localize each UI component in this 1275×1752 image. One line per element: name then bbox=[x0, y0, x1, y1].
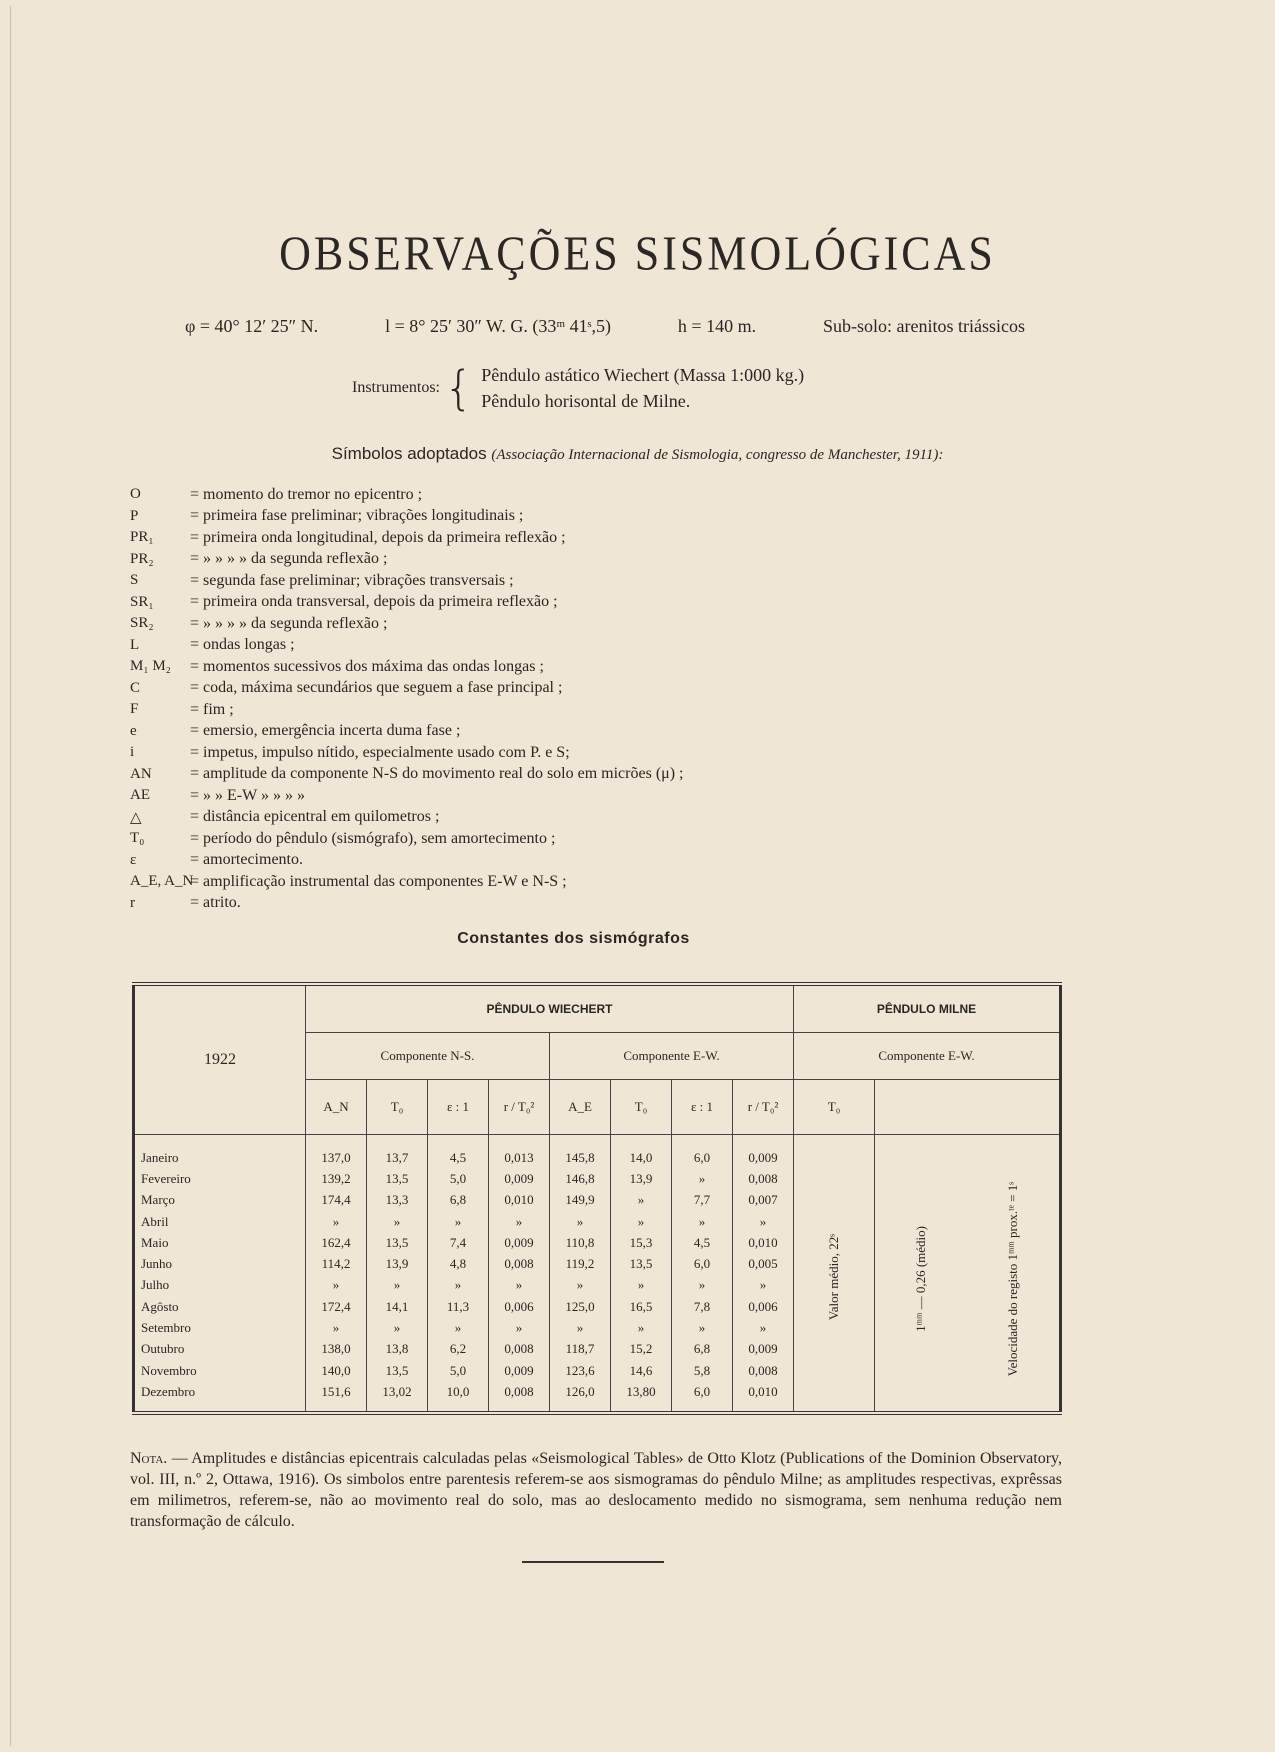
value-cell: 0,010 bbox=[489, 1190, 550, 1211]
symbol-key: PR₁ bbox=[130, 529, 154, 546]
value-cell: 6,8 bbox=[428, 1190, 489, 1211]
month-cell: Dezembro bbox=[134, 1381, 306, 1412]
month-cell: Setembro bbox=[134, 1317, 306, 1338]
value-cell: 0,010 bbox=[733, 1381, 794, 1412]
instruments-label: Instrumentos: bbox=[352, 379, 440, 396]
value-cell: 125,0 bbox=[550, 1296, 611, 1317]
month-cell: Novembro bbox=[134, 1360, 306, 1381]
month-cell: Janeiro bbox=[134, 1135, 306, 1169]
value-cell: 118,7 bbox=[550, 1339, 611, 1360]
value-cell: 146,8 bbox=[550, 1168, 611, 1189]
value-cell: » bbox=[367, 1275, 428, 1296]
value-cell: 0,009 bbox=[489, 1168, 550, 1189]
value-cell: 0,009 bbox=[733, 1339, 794, 1360]
constants-title: Constantes dos sismógrafos bbox=[457, 930, 690, 947]
value-cell: » bbox=[672, 1211, 733, 1232]
value-cell: » bbox=[306, 1317, 367, 1338]
symbol-row bbox=[130, 527, 830, 549]
value-cell: 149,9 bbox=[550, 1190, 611, 1211]
value-cell: 13,3 bbox=[367, 1190, 428, 1211]
symbol-row bbox=[130, 656, 830, 678]
value-cell: 13,9 bbox=[611, 1168, 672, 1189]
value-cell: 5,0 bbox=[428, 1360, 489, 1381]
symbol-key: r bbox=[130, 894, 135, 911]
symbol-definition: = coda, máxima secundários que seguem a fase principal ; bbox=[190, 679, 563, 697]
value-cell: » bbox=[672, 1275, 733, 1296]
value-cell: 5,0 bbox=[428, 1168, 489, 1189]
value-cell: 151,6 bbox=[306, 1381, 367, 1412]
symbol-row bbox=[130, 592, 830, 614]
symbol-definition: = amortecimento. bbox=[190, 851, 303, 869]
symbol-definition: = primeira fase preliminar; vibrações longitudinais ; bbox=[190, 507, 524, 525]
value-cell: 0,009 bbox=[489, 1360, 550, 1381]
symbol-key: AN bbox=[130, 765, 152, 782]
milne-period-cell bbox=[794, 1135, 875, 1413]
value-cell: » bbox=[611, 1190, 672, 1211]
symbols-title: Símbolos adoptados bbox=[331, 444, 487, 463]
page-title: OBSERVAÇÕES SISMOLÓGICAS bbox=[279, 226, 996, 281]
longitude: l = 8° 25′ 30″ W. G. (33ᵐ 41ˢ,5) bbox=[385, 316, 611, 336]
note-text: — Amplitudes e distâncias epicentrais calculadas pelas «Seismological Tables» de Otto Klotz (Publications of the Dominion Observatory, vol. III, n.º 2, Ottawa, 1916). Os simbolos entre parentesis referem-se aos sismogramas do pêndulo Milne; as amplitudes respectivas, exprêssas em milimetros, referem-se, não ao movimento real do solo, mas ao deslocamento medido no sismograma, sem nenhuma redução nem transformação de cálculo. bbox=[130, 1450, 1063, 1530]
value-cell: 14,0 bbox=[611, 1135, 672, 1169]
value-cell: » bbox=[550, 1211, 611, 1232]
value-cell: 16,5 bbox=[611, 1296, 672, 1317]
value-cell: 0,006 bbox=[489, 1296, 550, 1317]
value-cell: 5,8 bbox=[672, 1360, 733, 1381]
symbols-list bbox=[130, 484, 830, 914]
value-cell: 6,0 bbox=[672, 1381, 733, 1412]
symbol-key: F bbox=[130, 701, 139, 718]
symbol-definition: = amplificação instrumental das componentes E-W e N-S ; bbox=[190, 872, 567, 890]
symbol-key: T₀ bbox=[130, 830, 145, 847]
value-cell: » bbox=[550, 1317, 611, 1338]
milne-amplification-cell bbox=[875, 1135, 1061, 1413]
wiechert-header: PÊNDULO WIECHERT bbox=[306, 984, 794, 1033]
value-cell: » bbox=[367, 1211, 428, 1232]
symbols-source: (Associação Internacional de Sismologia, congresso de Manchester, 1911): bbox=[491, 447, 944, 463]
symbol-key: AE bbox=[130, 787, 150, 804]
value-cell: 4,5 bbox=[428, 1135, 489, 1169]
subsoil: Sub-solo: arenitos triássicos bbox=[823, 316, 1025, 336]
milne-component-header: Componente E-W. bbox=[794, 1033, 1061, 1080]
value-cell: 4,8 bbox=[428, 1253, 489, 1274]
value-cell: 13,80 bbox=[611, 1381, 672, 1412]
symbol-row bbox=[130, 635, 830, 657]
symbol-row bbox=[130, 807, 830, 829]
symbol-key: S bbox=[130, 572, 139, 589]
value-cell: 0,010 bbox=[733, 1232, 794, 1253]
symbol-definition: = emersio, emergência incerta duma fase ; bbox=[190, 722, 461, 740]
month-cell: Outubro bbox=[134, 1339, 306, 1360]
symbol-key: M₁ M₂ bbox=[130, 658, 171, 675]
symbol-key: PR₂ bbox=[130, 550, 154, 567]
value-cell: 0,009 bbox=[489, 1232, 550, 1253]
symbol-key: SR₁ bbox=[130, 593, 154, 610]
symbol-key: P bbox=[130, 507, 139, 524]
symbol-definition: = momento do tremor no epicentro ; bbox=[190, 485, 423, 503]
symbols-heading bbox=[0, 444, 1275, 464]
brace-icon: { bbox=[444, 361, 474, 415]
component-ns-header: Componente N-S. bbox=[306, 1033, 550, 1080]
symbol-definition: = » » » » da segunda reflexão ; bbox=[190, 614, 388, 632]
value-cell: 110,8 bbox=[550, 1232, 611, 1253]
value-cell: » bbox=[672, 1168, 733, 1189]
symbol-key: ε bbox=[130, 851, 137, 868]
value-cell: 0,007 bbox=[733, 1190, 794, 1211]
symbol-key: C bbox=[130, 679, 141, 696]
value-cell: 0,008 bbox=[733, 1168, 794, 1189]
value-cell: 0,008 bbox=[489, 1339, 550, 1360]
column-header: ε : 1 bbox=[428, 1080, 489, 1135]
value-cell: 0,013 bbox=[489, 1135, 550, 1169]
instrument-item: Pêndulo astático Wiechert (Massa 1:000 kg.) bbox=[481, 365, 805, 385]
value-cell: 114,2 bbox=[306, 1253, 367, 1274]
component-ew-header: Componente E-W. bbox=[550, 1033, 794, 1080]
value-cell: » bbox=[611, 1275, 672, 1296]
value-cell: 6,8 bbox=[672, 1339, 733, 1360]
symbol-row bbox=[130, 549, 830, 571]
note-label: Nota. bbox=[130, 1450, 168, 1467]
month-cell: Agôsto bbox=[134, 1296, 306, 1317]
column-header: T₀ bbox=[367, 1080, 428, 1135]
value-cell: 6,0 bbox=[672, 1135, 733, 1169]
altitude: h = 140 m. bbox=[677, 316, 757, 336]
symbol-definition: = » » E-W » » » » bbox=[190, 786, 305, 804]
value-cell: 15,3 bbox=[611, 1232, 672, 1253]
symbol-definition: = segunda fase preliminar; vibrações transversais ; bbox=[190, 571, 514, 589]
month-cell: Fevereiro bbox=[134, 1168, 306, 1189]
symbol-row bbox=[130, 850, 830, 872]
value-cell: » bbox=[306, 1275, 367, 1296]
value-cell: » bbox=[367, 1317, 428, 1338]
symbol-definition: = período do pêndulo (sismógrafo), sem amortecimento ; bbox=[190, 829, 556, 847]
value-cell: 14,6 bbox=[611, 1360, 672, 1381]
column-header: r / T₀² bbox=[733, 1080, 794, 1135]
column-header: A_E bbox=[550, 1080, 611, 1135]
symbol-definition: = » » » » da segunda reflexão ; bbox=[190, 550, 388, 568]
value-cell: 13,5 bbox=[367, 1168, 428, 1189]
value-cell: 13,5 bbox=[611, 1253, 672, 1274]
value-cell: 126,0 bbox=[550, 1381, 611, 1412]
milne-period-text: Valor médio, 22ˢ bbox=[826, 1233, 841, 1320]
symbol-row bbox=[130, 742, 830, 764]
value-cell: 14,1 bbox=[367, 1296, 428, 1317]
value-cell: 119,2 bbox=[550, 1253, 611, 1274]
symbol-row bbox=[130, 721, 830, 743]
column-header: T₀ bbox=[611, 1080, 672, 1135]
value-cell: » bbox=[306, 1211, 367, 1232]
value-cell: » bbox=[611, 1317, 672, 1338]
value-cell: » bbox=[489, 1275, 550, 1296]
month-cell: Abril bbox=[134, 1211, 306, 1232]
value-cell: 0,005 bbox=[733, 1253, 794, 1274]
symbol-definition: = distância epicentral em quilometros ; bbox=[190, 808, 440, 826]
symbol-key: △ bbox=[130, 809, 142, 826]
value-cell: » bbox=[428, 1317, 489, 1338]
value-cell: 13,02 bbox=[367, 1381, 428, 1412]
value-cell: 162,4 bbox=[306, 1232, 367, 1253]
symbol-definition: = primeira onda longitudinal, depois da primeira reflexão ; bbox=[190, 528, 566, 546]
value-cell: 0,008 bbox=[489, 1253, 550, 1274]
symbol-definition: = atrito. bbox=[190, 894, 241, 912]
value-cell: » bbox=[611, 1211, 672, 1232]
milne-speed-text: Velocidade do registo 1ᵐᵐ prox.ᵗᵉ = 1ˢ bbox=[1005, 1181, 1020, 1376]
note-paragraph bbox=[130, 1448, 1062, 1532]
value-cell: » bbox=[489, 1211, 550, 1232]
value-cell: 4,5 bbox=[672, 1232, 733, 1253]
closing-rule bbox=[522, 1561, 664, 1563]
table-year: 1922 bbox=[134, 984, 306, 1135]
value-cell: » bbox=[428, 1211, 489, 1232]
value-cell: 123,6 bbox=[550, 1360, 611, 1381]
symbol-definition: = momentos sucessivos dos máxima das ondas longas ; bbox=[190, 657, 544, 675]
value-cell: 7,7 bbox=[672, 1190, 733, 1211]
value-cell: 10,0 bbox=[428, 1381, 489, 1412]
value-cell: 0,006 bbox=[733, 1296, 794, 1317]
instruments-list bbox=[481, 362, 804, 414]
symbol-key: A_E, A_N bbox=[130, 873, 194, 890]
value-cell: 13,9 bbox=[367, 1253, 428, 1274]
column-header: ε : 1 bbox=[672, 1080, 733, 1135]
value-cell: 0,009 bbox=[733, 1135, 794, 1169]
milne-header: PÊNDULO MILNE bbox=[794, 984, 1061, 1033]
value-cell: » bbox=[733, 1275, 794, 1296]
instrument-item: Pêndulo horisontal de Milne. bbox=[481, 391, 691, 411]
value-cell: 13,5 bbox=[367, 1232, 428, 1253]
symbol-row bbox=[130, 871, 830, 893]
symbol-definition: = ondas longas ; bbox=[190, 636, 295, 654]
value-cell: 172,4 bbox=[306, 1296, 367, 1317]
value-cell: » bbox=[733, 1317, 794, 1338]
symbol-key: L bbox=[130, 636, 140, 653]
month-cell: Maio bbox=[134, 1232, 306, 1253]
symbol-definition: = impetus, impulso nítido, especialmente usado com P. e S; bbox=[190, 743, 570, 761]
symbol-definition: = amplitude da componente N-S do movimento real do solo em micrões (μ) ; bbox=[190, 765, 684, 783]
symbol-row bbox=[130, 506, 830, 528]
symbol-row bbox=[130, 613, 830, 635]
value-cell: 137,0 bbox=[306, 1135, 367, 1169]
value-cell: 15,2 bbox=[611, 1339, 672, 1360]
symbol-key: i bbox=[130, 744, 135, 761]
column-header: A_N bbox=[306, 1080, 367, 1135]
symbol-key: O bbox=[130, 486, 141, 503]
symbol-key: SR₂ bbox=[130, 615, 154, 632]
value-cell: » bbox=[672, 1317, 733, 1338]
month-cell: Junho bbox=[134, 1253, 306, 1274]
symbol-definition: = fim ; bbox=[190, 700, 234, 718]
value-cell: 13,7 bbox=[367, 1135, 428, 1169]
symbol-row bbox=[130, 570, 830, 592]
constants-table bbox=[132, 982, 1062, 1415]
instruments bbox=[352, 362, 804, 414]
value-cell: 0,008 bbox=[489, 1381, 550, 1412]
value-cell: 6,2 bbox=[428, 1339, 489, 1360]
value-cell: 145,8 bbox=[550, 1135, 611, 1169]
value-cell: » bbox=[428, 1275, 489, 1296]
value-cell: » bbox=[733, 1211, 794, 1232]
value-cell: 0,008 bbox=[733, 1360, 794, 1381]
table-row bbox=[134, 1135, 1061, 1169]
symbol-row bbox=[130, 828, 830, 850]
symbol-row bbox=[130, 893, 830, 915]
value-cell: 13,8 bbox=[367, 1339, 428, 1360]
value-cell: 13,5 bbox=[367, 1360, 428, 1381]
value-cell: 7,4 bbox=[428, 1232, 489, 1253]
value-cell: 6,0 bbox=[672, 1253, 733, 1274]
month-cell: Março bbox=[134, 1190, 306, 1211]
latitude: φ = 40° 12′ 25″ N. bbox=[185, 316, 319, 336]
value-cell: » bbox=[550, 1275, 611, 1296]
value-cell: 11,3 bbox=[428, 1296, 489, 1317]
symbol-row bbox=[130, 699, 830, 721]
symbol-key: e bbox=[130, 722, 137, 739]
milne-amplification-text: 1ᵐᵐ — 0,26 (médio) bbox=[913, 1225, 928, 1332]
column-header-blank bbox=[875, 1080, 1061, 1135]
column-header: T₀ bbox=[794, 1080, 875, 1135]
value-cell: 174,4 bbox=[306, 1190, 367, 1211]
value-cell: » bbox=[489, 1317, 550, 1338]
value-cell: 138,0 bbox=[306, 1339, 367, 1360]
value-cell: 140,0 bbox=[306, 1360, 367, 1381]
station-coordinates bbox=[185, 316, 1025, 337]
symbol-row bbox=[130, 678, 830, 700]
value-cell: 7,8 bbox=[672, 1296, 733, 1317]
symbol-definition: = primeira onda transversal, depois da primeira reflexão ; bbox=[190, 593, 558, 611]
symbol-row bbox=[130, 484, 830, 506]
value-cell: 139,2 bbox=[306, 1168, 367, 1189]
column-header: r / T₀² bbox=[489, 1080, 550, 1135]
month-cell: Julho bbox=[134, 1275, 306, 1296]
symbol-row bbox=[130, 764, 830, 786]
symbol-row bbox=[130, 785, 830, 807]
